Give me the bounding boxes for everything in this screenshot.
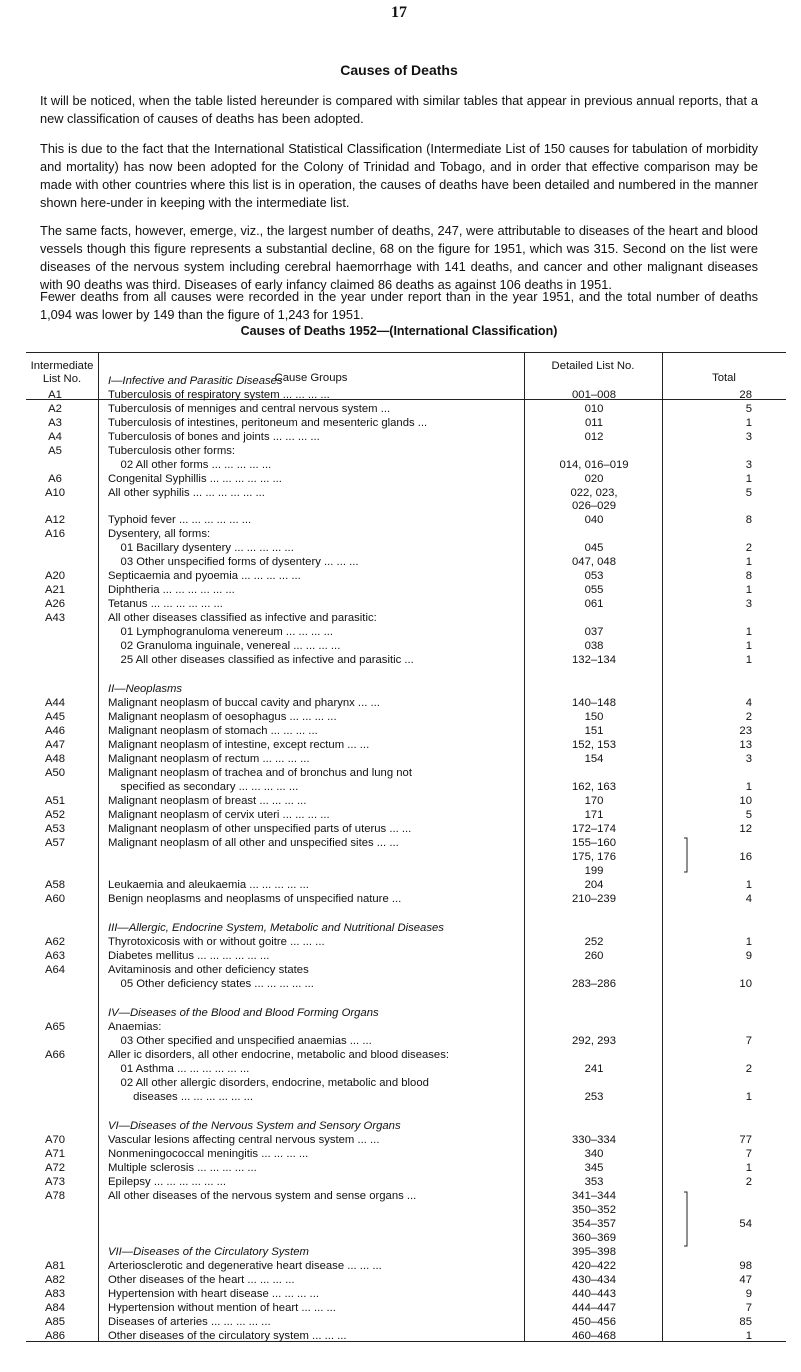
total: 4 xyxy=(745,893,752,905)
paragraph-1: It will be noticed, when the table listed hereunder is compared with similar tables that appear in previous annual reports, that a new classification of causes of deaths has been adopted. xyxy=(40,93,758,126)
table-row xyxy=(26,1035,786,1048)
total: 12 xyxy=(739,823,752,835)
cause-group: Malignant neoplasm of rectum ... ... ... ... xyxy=(108,753,310,765)
cause-group: 02 All other allergic disorders, endocrine, metabolic and blood xyxy=(108,1077,429,1089)
intermediate-no: A20 xyxy=(44,570,66,582)
cause-group: Benign neoplasms and neoplasms of unspecified nature ... xyxy=(108,893,402,905)
detailed-no: 001–008 xyxy=(572,389,616,401)
table-row xyxy=(26,851,786,864)
detailed-no: 350–352 xyxy=(572,1204,616,1216)
table-row xyxy=(26,1316,786,1329)
intermediate-no: A10 xyxy=(44,487,66,499)
total: 85 xyxy=(739,1316,752,1328)
cause-group: Leukaemia and aleukaemia ... ... ... ... ... xyxy=(108,879,309,891)
header-total: Total xyxy=(712,372,736,384)
cause-group: Congenital Syphillis ... ... ... ... ... ... xyxy=(108,473,282,485)
total: 9 xyxy=(745,950,752,962)
detailed-no: 260 xyxy=(584,950,604,962)
intermediate-no: A70 xyxy=(44,1134,66,1146)
total: 7 xyxy=(745,1302,752,1314)
table-row xyxy=(26,528,786,541)
paragraph-2: This is due to the fact that the International Statistical Classification (Intermediate List of 150 causes for tabulation of morbidity and mortality) has now been adopted for the Colony of Trinidad and Tobago, and in order that effective comparison may be made with other countries where this list is in operation, the causes of deaths have been detailed and numbered in the manner shown here-under in keeping with the intermediate list. xyxy=(40,141,758,210)
detailed-no: 022, 023, xyxy=(570,487,618,499)
header-detailed: Detailed List No. xyxy=(551,360,635,372)
table-row xyxy=(26,1190,786,1203)
intermediate-no: A78 xyxy=(44,1190,66,1202)
intermediate-no: A66 xyxy=(44,1049,66,1061)
table-row xyxy=(26,556,786,569)
cause-group: Other diseases of the heart ... ... ... ... xyxy=(108,1274,295,1286)
total: 4 xyxy=(745,697,752,709)
cause-group: Diabetes mellitus ... ... ... ... ... ... xyxy=(108,950,270,962)
cause-group: VI—Diseases of the Nervous System and Sensory Organs xyxy=(108,1120,401,1132)
cause-group: VII—Diseases of the Circulatory System xyxy=(108,1246,309,1258)
detailed-no: 026–029 xyxy=(572,500,616,512)
cause-group: 25 All other diseases classified as infective and parasitic ... xyxy=(108,654,414,666)
cause-group: Tuberculosis other forms: xyxy=(108,445,236,457)
intermediate-no: A81 xyxy=(44,1260,66,1272)
detailed-no: 012 xyxy=(584,431,604,443)
detailed-no: 152, 153 xyxy=(572,739,616,751)
table-row xyxy=(26,1330,786,1343)
total: 1 xyxy=(745,1162,752,1174)
intermediate-no: A83 xyxy=(44,1288,66,1300)
detailed-no: 395–398 xyxy=(572,1246,616,1258)
intermediate-no: A62 xyxy=(44,936,66,948)
total: 3 xyxy=(745,459,752,471)
total: 1 xyxy=(745,584,752,596)
detailed-no: 420–422 xyxy=(572,1260,616,1272)
total: 28 xyxy=(739,389,752,401)
table-row xyxy=(26,654,786,667)
intermediate-no: A43 xyxy=(44,612,66,624)
table-row xyxy=(26,1049,786,1062)
detailed-no: 150 xyxy=(584,711,604,723)
intermediate-no: A12 xyxy=(44,514,66,526)
total: 1 xyxy=(745,654,752,666)
detailed-no: 252 xyxy=(584,936,604,948)
intermediate-no: A86 xyxy=(44,1330,66,1342)
cause-group: Other diseases of the circulatory system ... ... ... xyxy=(108,1330,347,1342)
cause-group: Anaemias: xyxy=(108,1021,162,1033)
cause-group: Typhoid fever ... ... ... ... ... ... xyxy=(108,514,252,526)
cause-group: II—Neoplasms xyxy=(108,683,183,695)
intermediate-no: A82 xyxy=(44,1274,66,1286)
table-row xyxy=(26,431,786,444)
header-cause-groups: Cause Groups xyxy=(274,372,348,384)
total: 8 xyxy=(745,514,752,526)
cause-group: Avitaminosis and other deficiency states xyxy=(108,964,309,976)
detailed-no: 020 xyxy=(584,473,604,485)
intermediate-no: A6 xyxy=(48,473,62,485)
table-row xyxy=(26,500,786,513)
cause-group: 03 Other unspecified forms of dysentery ... ... ... xyxy=(108,556,359,568)
cause-group: Malignant neoplasm of trachea and of bronchus and lung not xyxy=(108,767,412,779)
intermediate-no: A3 xyxy=(48,417,62,429)
cause-group: IV—Diseases of the Blood and Blood Forming Organs xyxy=(108,1007,379,1019)
intermediate-no: A47 xyxy=(44,739,66,751)
cause-group: Tuberculosis of menniges and central nervous system ... xyxy=(108,403,391,415)
table-row xyxy=(26,1176,786,1189)
detailed-no: 341–344 xyxy=(572,1190,616,1202)
detailed-no: 210–239 xyxy=(572,893,616,905)
section-row xyxy=(26,1246,786,1259)
cause-group: Tuberculosis of bones and joints ... ... ... ... xyxy=(108,431,320,443)
cause-group: Malignant neoplasm of buccal cavity and pharynx ... ... xyxy=(108,697,380,709)
total: 8 xyxy=(745,570,752,582)
total: 1 xyxy=(745,936,752,948)
intermediate-no: A5 xyxy=(48,445,62,457)
table-row xyxy=(26,487,786,500)
detailed-no: 330–334 xyxy=(572,1134,616,1146)
paragraph-4: Fewer deaths from all causes were recorded in the year under report than in the year 1951, and the total number of deaths 1,094 was lower by 149 than the figure of 1,243 for 1951. xyxy=(40,289,758,322)
total: 1 xyxy=(745,417,752,429)
detailed-no: 444–447 xyxy=(572,1302,616,1314)
total: 54 xyxy=(739,1218,752,1230)
cause-group: Diphtheria ... ... ... ... ... ... xyxy=(108,584,235,596)
section-row xyxy=(26,1120,786,1133)
cause-group: Thyrotoxicosis with or without goitre ... ... ... xyxy=(108,936,325,948)
detailed-no: 055 xyxy=(584,584,604,596)
table-row xyxy=(26,584,786,597)
table-row xyxy=(26,1288,786,1301)
detailed-no: 155–160 xyxy=(572,837,616,849)
cause-group: Malignant neoplasm of stomach ... ... ... ... xyxy=(108,725,318,737)
table-row xyxy=(26,767,786,780)
detailed-no: 037 xyxy=(584,626,604,638)
intermediate-no: A4 xyxy=(48,431,62,443)
total: 77 xyxy=(739,1134,752,1146)
detailed-no: 061 xyxy=(584,598,604,610)
cause-group: 01 Asthma ... ... ... ... ... ... xyxy=(108,1063,250,1075)
intermediate-no: A84 xyxy=(44,1302,66,1314)
cause-group: 02 All other forms ... ... ... ... ... xyxy=(108,459,272,471)
paragraph-3: The same facts, however, emerge, viz., the largest number of deaths, 247, were attributable to diseases of the heart and blood vessels though this figure represents a substantial decline, 68 on the figure for 1951, which was 315. Second on the list were diseases of the nervous system including cerebral haemorrhage with 141 deaths, and cancer and other malignant diseases with 90 deaths was third. Diseases of early infancy claimed 86 deaths as against 106 deaths in 1951. xyxy=(40,223,758,292)
intermediate-no: A50 xyxy=(44,767,66,779)
total: 10 xyxy=(739,978,752,990)
intermediate-no: A44 xyxy=(44,697,66,709)
detailed-no: 175, 176 xyxy=(572,851,616,863)
total: 2 xyxy=(745,542,752,554)
table-row xyxy=(26,795,786,808)
total: 10 xyxy=(739,795,752,807)
table-row xyxy=(26,865,786,878)
table-row xyxy=(26,893,786,906)
total: 2 xyxy=(745,711,752,723)
total: 1 xyxy=(745,556,752,568)
cause-group: Vascular lesions affecting central nervous system ... ... xyxy=(108,1134,380,1146)
table-row xyxy=(26,1302,786,1315)
cause-group: Malignant neoplasm of other unspecified parts of uterus ... ... xyxy=(108,823,412,835)
total: 16 xyxy=(739,851,752,863)
cause-group: Epilepsy ... ... ... ... ... ... xyxy=(108,1176,227,1188)
detailed-no: 132–134 xyxy=(572,654,616,666)
detailed-no: 353 xyxy=(584,1176,604,1188)
cause-group: Hypertension with heart disease ... ... ... ... xyxy=(108,1288,319,1300)
total: 9 xyxy=(745,1288,752,1300)
detailed-no: 038 xyxy=(584,640,604,652)
table-row xyxy=(26,781,786,794)
total: 1 xyxy=(745,626,752,638)
total: 3 xyxy=(745,598,752,610)
table-row xyxy=(26,1162,786,1175)
detailed-no: 345 xyxy=(584,1162,604,1174)
detailed-no: 450–456 xyxy=(572,1316,616,1328)
table-row xyxy=(26,1148,786,1161)
detailed-no: 154 xyxy=(584,753,604,765)
cause-group: Malignant neoplasm of cervix uteri ... ... ... ... xyxy=(108,809,330,821)
header-intermediate: Intermediate List No. xyxy=(30,360,94,385)
intermediate-no: A60 xyxy=(44,893,66,905)
total: 5 xyxy=(745,403,752,415)
table-row xyxy=(26,417,786,430)
total: 2 xyxy=(745,1176,752,1188)
table-row xyxy=(26,739,786,752)
intermediate-no: A52 xyxy=(44,809,66,821)
table-row xyxy=(26,598,786,611)
detailed-no: 171 xyxy=(584,809,604,821)
table-row xyxy=(26,626,786,639)
intermediate-no: A64 xyxy=(44,964,66,976)
detailed-no: 204 xyxy=(584,879,604,891)
detailed-no: 253 xyxy=(584,1091,604,1103)
intermediate-no: A1 xyxy=(48,389,62,401)
total: 7 xyxy=(745,1148,752,1160)
intermediate-no: A71 xyxy=(44,1148,66,1160)
cause-group: I—Infective and Parasitic Diseases xyxy=(108,375,283,387)
intermediate-no: A58 xyxy=(44,879,66,891)
table-row xyxy=(26,389,786,402)
causes-table xyxy=(26,352,786,1342)
intermediate-no: A65 xyxy=(44,1021,66,1033)
cause-group: All other diseases classified as infective and parasitic: xyxy=(108,612,377,624)
detailed-no: 430–434 xyxy=(572,1274,616,1286)
section-row xyxy=(26,1007,786,1020)
intermediate-no: A2 xyxy=(48,403,62,415)
section-row xyxy=(26,375,786,388)
cause-group: Multiple sclerosis ... ... ... ... ... xyxy=(108,1162,257,1174)
cause-group: Malignant neoplasm of all other and unspecified sites ... ... xyxy=(108,837,399,849)
total: 5 xyxy=(745,487,752,499)
cause-group: Dysentery, all forms: xyxy=(108,528,211,540)
cause-group: Aller ic disorders, all other endocrine, metabolic and blood diseases: xyxy=(108,1049,449,1061)
table-row xyxy=(26,950,786,963)
table-row xyxy=(26,1134,786,1147)
table-top-rule xyxy=(26,352,786,353)
detailed-no: 440–443 xyxy=(572,1288,616,1300)
detailed-no: 170 xyxy=(584,795,604,807)
table-row xyxy=(26,1260,786,1273)
detailed-no: 053 xyxy=(584,570,604,582)
intermediate-no: A72 xyxy=(44,1162,66,1174)
table-row xyxy=(26,697,786,710)
cause-group: 01 Bacillary dysentery ... ... ... ... ... xyxy=(108,542,294,554)
detailed-no: 354–357 xyxy=(572,1218,616,1230)
table-row xyxy=(26,1021,786,1034)
detailed-no: 172–174 xyxy=(572,823,616,835)
cause-group: specified as secondary ... ... ... ... ... xyxy=(108,781,299,793)
table-row xyxy=(26,936,786,949)
table-row xyxy=(26,753,786,766)
intermediate-no: A46 xyxy=(44,725,66,737)
cause-group: 01 Lymphogranuloma venereum ... ... ... ... xyxy=(108,626,333,638)
detailed-no: 040 xyxy=(584,514,604,526)
intermediate-no: A48 xyxy=(44,753,66,765)
cause-group: Tuberculosis of intestines, peritoneum and mesenteric glands ... xyxy=(108,417,428,429)
table-row xyxy=(26,459,786,472)
cause-group: Arteriosclerotic and degenerative heart disease ... ... ... xyxy=(108,1260,382,1272)
table-row xyxy=(26,978,786,991)
section-row xyxy=(26,922,786,935)
intermediate-no: A21 xyxy=(44,584,66,596)
cause-group: 02 Granuloma inguinale, venereal ... ... ... ... xyxy=(108,640,341,652)
total: 2 xyxy=(745,1063,752,1075)
cause-group: All other diseases of the nervous system and sense organs ... xyxy=(108,1190,417,1202)
table-row xyxy=(26,514,786,527)
table-row xyxy=(26,640,786,653)
detailed-no: 360–369 xyxy=(572,1232,616,1244)
detailed-no: 151 xyxy=(584,725,604,737)
table-row xyxy=(26,879,786,892)
table-row xyxy=(26,725,786,738)
detailed-no: 340 xyxy=(584,1148,604,1160)
intermediate-no: A85 xyxy=(44,1316,66,1328)
detailed-no: 047, 048 xyxy=(572,556,616,568)
detailed-no: 014, 016–019 xyxy=(559,459,629,471)
total: 1 xyxy=(745,640,752,652)
total: 3 xyxy=(745,753,752,765)
total: 3 xyxy=(745,431,752,443)
table-row xyxy=(26,1091,786,1104)
total: 1 xyxy=(745,879,752,891)
total: 47 xyxy=(739,1274,752,1286)
table-row xyxy=(26,1063,786,1076)
total: 23 xyxy=(739,725,752,737)
cause-group: 05 Other deficiency states ... ... ... ... ... xyxy=(108,978,314,990)
detailed-no: 010 xyxy=(584,403,604,415)
detailed-no: 241 xyxy=(584,1063,604,1075)
total: 1 xyxy=(745,1091,752,1103)
cause-group: Tuberculosis of respiratory system ... ... ... ... xyxy=(108,389,330,401)
total: 5 xyxy=(745,809,752,821)
table-row xyxy=(26,403,786,416)
detailed-no: 460–468 xyxy=(572,1330,616,1342)
intermediate-no: A51 xyxy=(44,795,66,807)
intermediate-no: A57 xyxy=(44,837,66,849)
table-row xyxy=(26,1218,786,1231)
intermediate-no: A16 xyxy=(44,528,66,540)
intermediate-no: A73 xyxy=(44,1176,66,1188)
total: 1 xyxy=(745,473,752,485)
cause-group: Tetanus ... ... ... ... ... ... xyxy=(108,598,223,610)
table-row xyxy=(26,1077,786,1090)
section-heading: Causes of Deaths xyxy=(340,62,458,78)
table-row xyxy=(26,1274,786,1287)
cause-group: 03 Other specified and unspecified anaemias ... ... xyxy=(108,1035,372,1047)
table-row xyxy=(26,711,786,724)
total: 1 xyxy=(745,781,752,793)
page-number: 17 xyxy=(391,4,407,21)
total: 98 xyxy=(739,1260,752,1272)
cause-group: diseases ... ... ... ... ... ... xyxy=(108,1091,254,1103)
section-row xyxy=(26,683,786,696)
cause-group: III—Allergic, Endocrine System, Metabolic and Nutritional Diseases xyxy=(108,922,444,934)
table-row xyxy=(26,809,786,822)
cause-group: All other syphilis ... ... ... ... ... ... xyxy=(108,487,265,499)
table-row xyxy=(26,823,786,836)
total: 13 xyxy=(739,739,752,751)
cause-group: Nonmeningococcal meningitis ... ... ... ... xyxy=(108,1148,309,1160)
table-row xyxy=(26,445,786,458)
table-row xyxy=(26,837,786,850)
detailed-no: 292, 293 xyxy=(572,1035,616,1047)
detailed-no: 045 xyxy=(584,542,604,554)
intermediate-no: A63 xyxy=(44,950,66,962)
table-row xyxy=(26,964,786,977)
cause-group: Malignant neoplasm of breast ... ... ... ... xyxy=(108,795,307,807)
cause-group: Malignant neoplasm of intestine, except rectum ... ... xyxy=(108,739,370,751)
table-row xyxy=(26,1204,786,1217)
detailed-no: 162, 163 xyxy=(572,781,616,793)
table-row xyxy=(26,473,786,486)
intermediate-no: A45 xyxy=(44,711,66,723)
table-row xyxy=(26,570,786,583)
table-row xyxy=(26,542,786,555)
intermediate-no: A26 xyxy=(44,598,66,610)
table-title: Causes of Deaths 1952—(International Classification) xyxy=(240,324,558,338)
detailed-no: 011 xyxy=(584,417,603,429)
detailed-no: 199 xyxy=(584,865,604,877)
total: 1 xyxy=(745,1330,752,1342)
cause-group: Diseases of arteries ... ... ... ... ... xyxy=(108,1316,271,1328)
table-row xyxy=(26,612,786,625)
detailed-no: 283–286 xyxy=(572,978,616,990)
total: 7 xyxy=(745,1035,752,1047)
cause-group: Hypertension without mention of heart ... ... ... xyxy=(108,1302,336,1314)
detailed-no: 140–148 xyxy=(572,697,616,709)
intermediate-no: A53 xyxy=(44,823,66,835)
cause-group: Septicaemia and pyoemia ... ... ... ... ... xyxy=(108,570,301,582)
table-row xyxy=(26,1232,786,1245)
cause-group: Malignant neoplasm of oesophagus ... ... ... ... xyxy=(108,711,337,723)
